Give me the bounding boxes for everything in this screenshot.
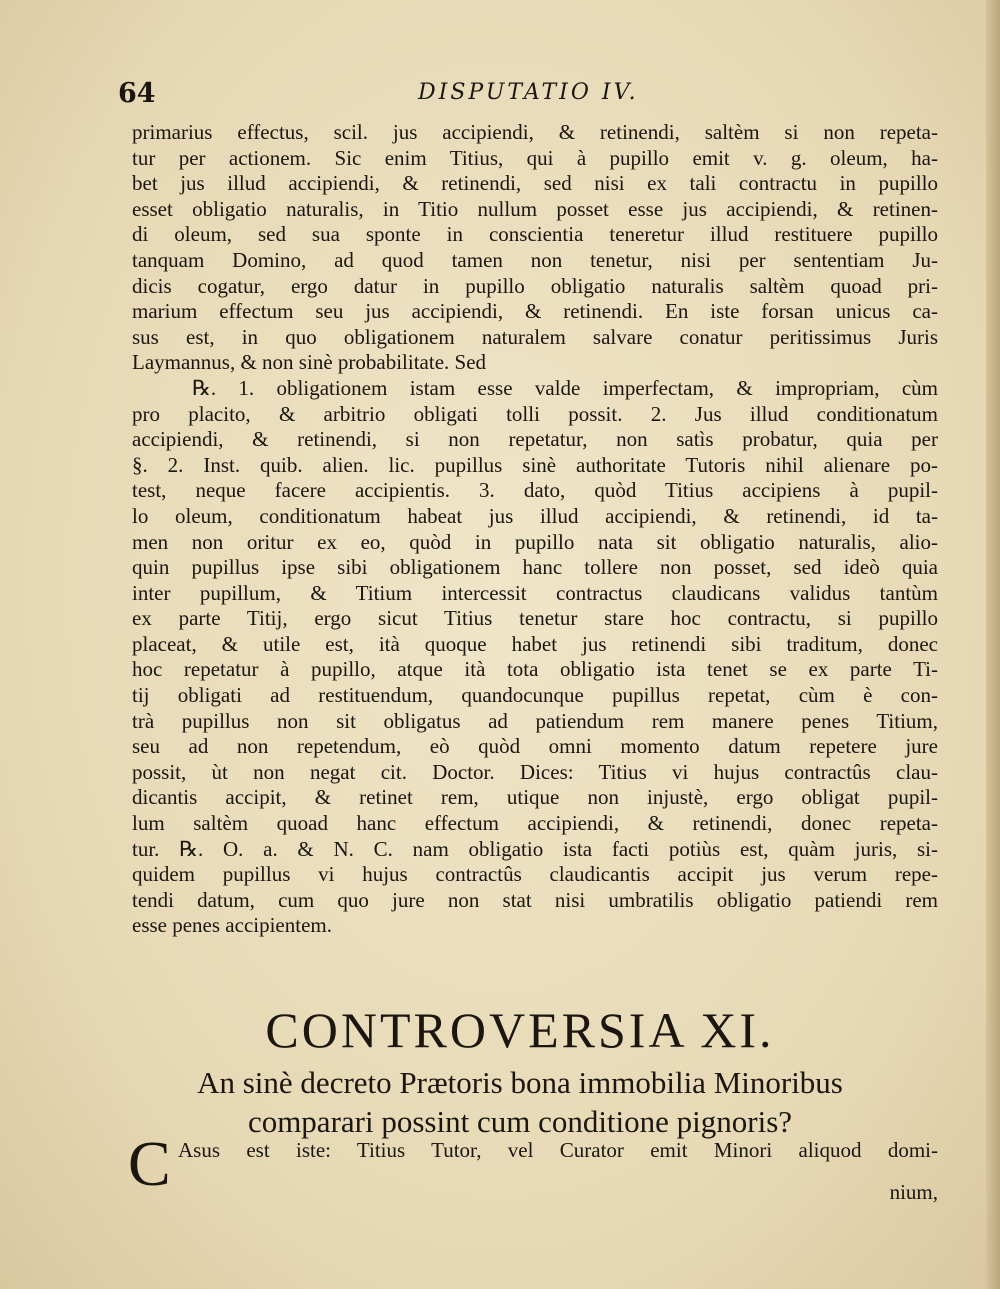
- text-line: marium effectum seu jus accipiendi, & retinendi. En iste forsan unicus ca-: [132, 299, 938, 324]
- catchword: nium,: [889, 1180, 938, 1204]
- section-first-line: Asus est iste: Titius Tutor, vel Curator emit Minori aliquod domi-: [178, 1138, 938, 1162]
- text-line: quin pupillus ipse sibi obligationem hanc tollere non posset, sed ideò quia: [132, 555, 938, 580]
- running-head: DISPUTATIO IV.: [418, 80, 639, 105]
- text-line: esset obligatio naturalis, in Titio nullum posset esse jus accipiendi, & retinen-: [132, 196, 938, 221]
- text-line: tur per actionem. Sic enim Titius, qui à pupillo emit v. g. oleum, ha-: [132, 145, 938, 170]
- section-heading: CONTROVERSIA XI.: [265, 1002, 775, 1058]
- text-line: possit, ùt non negat cit. Doctor. Dices: Titius vi hujus contractûs clau-: [132, 759, 938, 784]
- text-line: accipiendi, & retinendi, si non repetatur, non satìs probatur, quia per: [132, 427, 938, 452]
- text-line: ℞. 1. obligationem istam esse valde imperfectam, & impropriam, cùm: [192, 375, 938, 400]
- text-line: inter pupillum, & Titium intercessit contractus claudicans validus tantùm: [132, 580, 938, 605]
- text-line: placeat, & utile est, ità quoque habet jus retinendi sibi traditum, donec: [132, 631, 938, 656]
- drop-cap: C: [128, 1128, 171, 1199]
- section-question-line: comparari possint cum conditione pignoris?: [247, 1104, 793, 1139]
- text-line: trà pupillus non sit obligatus ad patiendum rem manere penes Titium,: [132, 708, 938, 733]
- text-line: test, neque facere accipientis. 3. dato, quòd Titius accipiens à pupil-: [132, 478, 938, 503]
- text-line: dicantis accipit, & retinet rem, utique non injustè, ergo obligat pupil-: [132, 785, 938, 810]
- text-line: sus est, in quo obligationem naturalem salvare conatur peritissimus Juris: [132, 324, 938, 349]
- text-line: lum saltèm quoad hanc effectum accipiendi, & retinendi, donec repeta-: [132, 811, 938, 836]
- text-line: hoc repetatur à pupillo, atque ità tota obligatio ista tenet se ex parte Ti-: [132, 657, 938, 682]
- text-line: quidem pupillus vi hujus contractûs claudicantis accipit jus verum repe-: [132, 862, 938, 887]
- text-line: tanquam Domino, ad quod tamen non tenetur, nisi per sententiam Ju-: [132, 247, 938, 272]
- text-line: di oleum, sed sua sponte in conscientia teneretur illud restituere pupillo: [132, 222, 938, 247]
- section-question-line: An sinè decreto Prætoris bona immobilia Minoribus: [197, 1065, 843, 1100]
- text-line: Laymannus, & non sinè probabilitate. Sed: [132, 350, 487, 375]
- body-text: [132, 120, 938, 939]
- text-line: ex parte Titij, ergo sicut Titius tenetur stare hoc contractu, si pupillo: [132, 606, 938, 631]
- text-line: §. 2. Inst. quib. alien. lic. pupillus sinè authoritate Tutoris nihil alienare po-: [132, 452, 938, 477]
- text-line: esse penes accipientem.: [132, 913, 332, 938]
- text-line: dicis cogatur, ergo datur in pupillo obligatio naturalis saltèm quoad pri-: [132, 273, 938, 298]
- text-line: seu ad non repetendum, eò quòd omni momento datum repetere jure: [132, 734, 938, 759]
- page-number: 64: [118, 78, 156, 109]
- text-line: tur. ℞. O. a. & N. C. nam obligatio ista facti potiùs est, quàm juris, si-: [132, 836, 938, 861]
- page-header: [118, 78, 938, 110]
- text-line: lo oleum, conditionatum habeat jus illud accipiendi, & retinendi, id ta-: [132, 503, 938, 528]
- text-line: pro placito, & arbitrio obligati tolli possit. 2. Jus illud conditionatum: [132, 401, 938, 426]
- text-line: bet jus illud accipiendi, & retinendi, sed nisi ex tali contractu in pupillo: [132, 171, 938, 196]
- text-line: men non oritur ex eo, quòd in pupillo nata sit obligatio naturalis, alio-: [132, 529, 938, 554]
- text-line: primarius effectus, scil. jus accipiendi, & retinendi, saltèm si non repeta-: [132, 120, 938, 144]
- page-edge-shadow: [986, 0, 1000, 1289]
- text-line: tendi datum, cum quo jure non stat nisi umbratilis obligatio patiendi rem: [132, 887, 938, 912]
- text-line: tij obligati ad restituendum, quandocunque pupillus repetat, cùm è con-: [132, 683, 938, 708]
